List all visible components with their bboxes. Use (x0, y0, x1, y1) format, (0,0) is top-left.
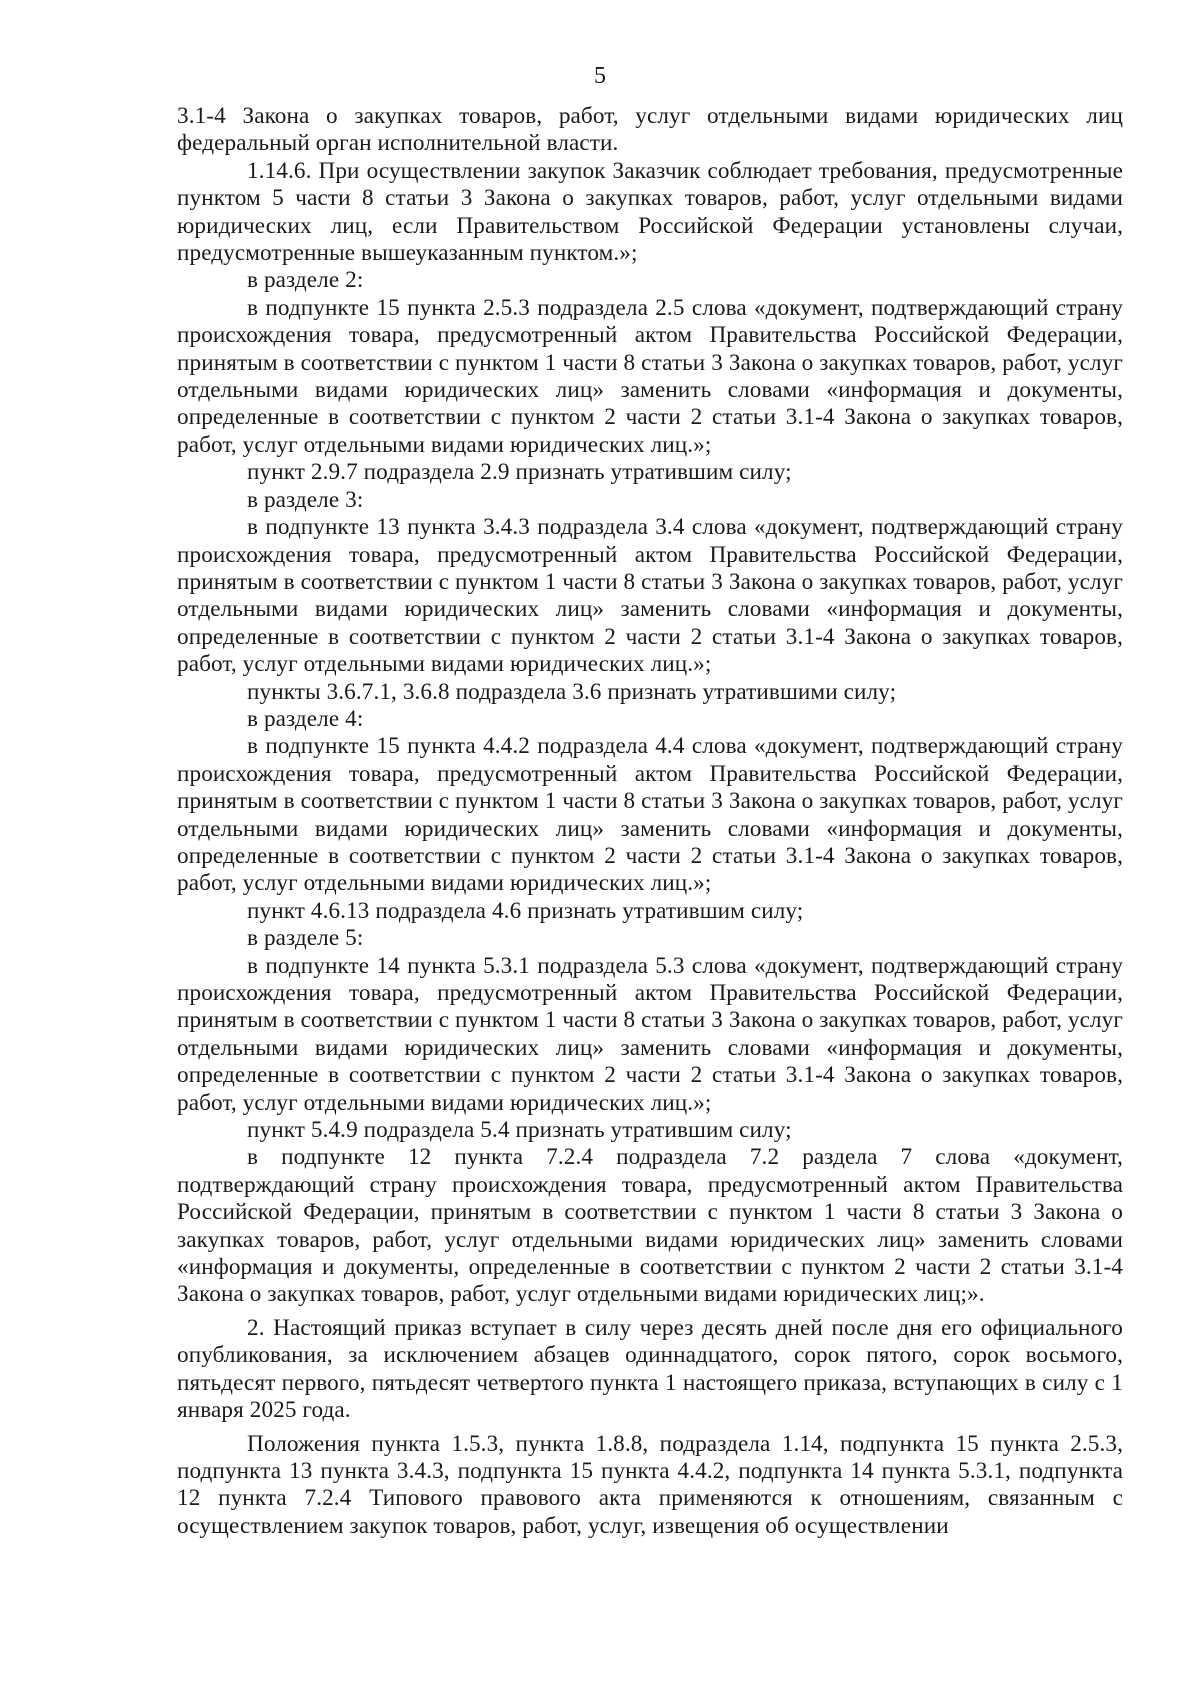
paragraph-4-6-13-repeal: пункт 4.6.13 подраздела 4.6 признать утратившим силу; (247, 897, 804, 924)
paragraph-section-2-heading: в разделе 2: (247, 267, 364, 294)
paragraph-application-provisions: Положения пункта 1.5.3, пункта 1.8.8, подраздела 1.14, подпункта 15 пункта 2.5.3, подпункта 13 пункта 3.4.3, подпункта 15 пункта 4.4.2, подпункта 14 пункта 5.3.1, подпункта 12 пункта 7.2.4 Типового правового акта применяются к отношениям, связанным с осуществлением закупок товаров, работ, услуг, извещения об осуществлении (177, 1430, 1123, 1539)
paragraph-section-5-heading: в разделе 5: (247, 925, 364, 952)
paragraph-section-5-amendment: в подпункте 14 пункта 5.3.1 подраздела 5.3 слова «документ, подтверждающий страну происхождения товара, предусмотренный актом Правительства Российской Федерации, принятым в соответствии с пунктом 1 части 8 статьи 3 Закона о закупках товаров, работ, услуг отдельными видами юридических лиц» заменить словами «информация и документы, определенные в соответствии с пунктом 2 части 2 статьи 3.1-4 Закона о закупках товаров, работ, услуг отдельными видами юридических лиц.»; (177, 952, 1123, 1116)
paragraph-section-3-heading: в разделе 3: (247, 486, 364, 513)
paragraph-5-4-9-repeal: пункт 5.4.9 подраздела 5.4 признать утратившим силу; (247, 1117, 792, 1144)
paragraph-1-14-6: 1.14.6. При осуществлении закупок Заказчик соблюдает требования, предусмотренные пунктом 5 части 8 статьи 3 Закона о закупках товаров, работ, услуг отдельными видами юридических лиц, если Правительством Российской Федерации установлены случаи, предусмотренные вышеуказанным пунктом.»; (177, 157, 1123, 267)
paragraph-section-2-amendment: в подпункте 15 пункта 2.5.3 подраздела 2.5 слова «документ, подтверждающий страну происхождения товара, предусмотренный актом Правительства Российской Федерации, принятым в соответствии с пунктом 1 части 8 статьи 3 Закона о закупках товаров, работ, услуг отдельными видами юридических лиц» заменить словами «информация и документы, определенные в соответствии с пунктом 2 части 2 статьи 3.1-4 Закона о закупках товаров, работ, услуг отдельными видами юридических лиц.»; (177, 294, 1123, 458)
paragraph-section-7-amendment: в подпункте 12 пункта 7.2.4 подраздела 7.2 раздела 7 слова «документ, подтверждающий страну происхождения товара, предусмотренный актом Правительства Российской Федерации, принятым в соответствии с пунктом 1 части 8 статьи 3 Закона о закупках товаров, работ, услуг отдельными видами юридических лиц» заменить словами «информация и документы, определенные в соответствии с пунктом 2 части 2 статьи 3.1-4 Закона о закупках товаров, работ, услуг отдельными видами юридических лиц;». (177, 1144, 1123, 1308)
paragraph-section-4-amendment: в подпункте 15 пункта 4.4.2 подраздела 4.4 слова «документ, подтверждающий страну происхождения товара, предусмотренный актом Правительства Российской Федерации, принятым в соответствии с пунктом 1 части 8 статьи 3 Закона о закупках товаров, работ, услуг отдельными видами юридических лиц» заменить словами «информация и документы, определенные в соответствии с пунктом 2 части 2 статьи 3.1-4 Закона о закупках товаров, работ, услуг отдельными видами юридических лиц.»; (177, 733, 1123, 897)
paragraph-section-3-amendment: в подпункте 13 пункта 3.4.3 подраздела 3.4 слова «документ, подтверждающий страну происхождения товара, предусмотренный актом Правительства Российской Федерации, принятым в соответствии с пунктом 1 части 8 статьи 3 Закона о закупках товаров, работ, услуг отдельными видами юридических лиц» заменить словами «информация и документы, определенные в соответствии с пунктом 2 части 2 статьи 3.1-4 Закона о закупках товаров, работ, услуг отдельными видами юридических лиц.»; (177, 514, 1123, 678)
paragraph-effective-date: 2. Настоящий приказ вступает в силу через десять дней после дня его официального опубликования, за исключением абзацев одиннадцатого, сорок пятого, сорок восьмого, пятьдесят первого, пятьдесят четвертого пункта 1 настоящего приказа, вступающих в силу с 1 января 2025 года. (177, 1314, 1123, 1424)
paragraph-3-6-repeal: пункты 3.6.7.1, 3.6.8 подраздела 3.6 признать утратившими силу; (247, 678, 897, 705)
document-body (177, 103, 1123, 1540)
paragraph-continuation: 3.1-4 Закона о закупках товаров, работ, услуг отдельными видами юридических лиц федеральный орган исполнительной власти. (177, 103, 1123, 157)
paragraph-section-4-heading: в разделе 4: (247, 705, 364, 732)
paragraph-2-9-7-repeal: пункт 2.9.7 подраздела 2.9 признать утратившим силу; (247, 459, 792, 486)
page-number: 5 (594, 63, 606, 89)
